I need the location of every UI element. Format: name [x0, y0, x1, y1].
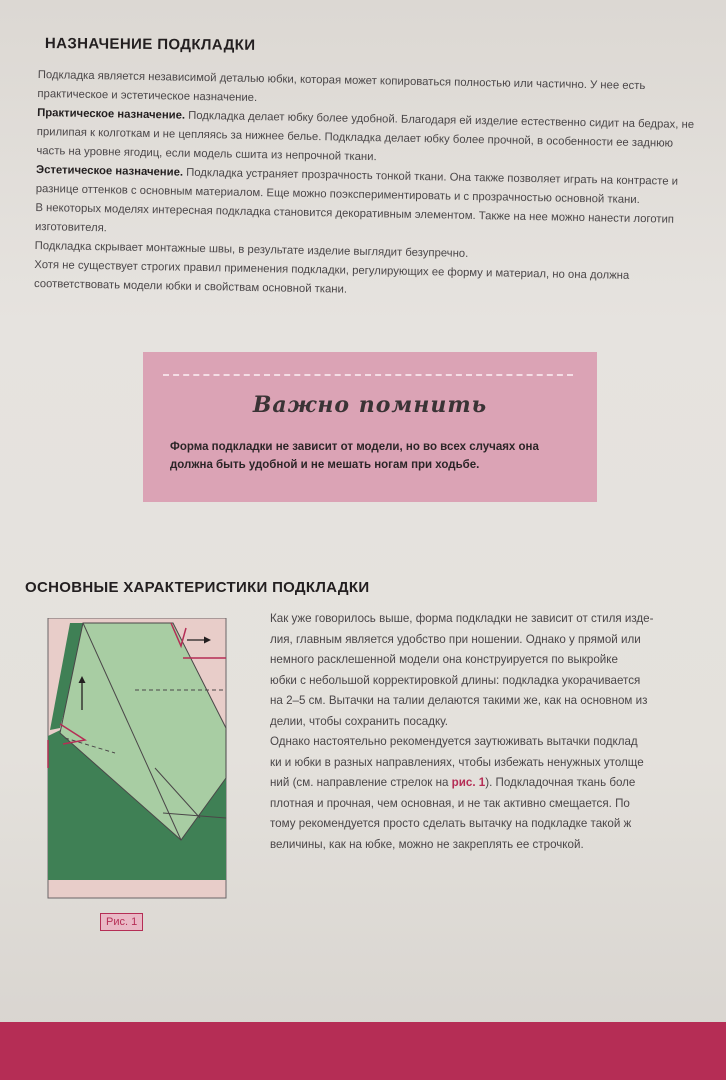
text-fragment: ). Подкладочная ткань боле [485, 776, 636, 789]
text-line: плотная и прочная, чем основная, и не так активно смещается. По [270, 796, 630, 810]
text-fragment: ний (см. направление стрелок на [270, 776, 452, 789]
figure-caption: Рис. 1 [100, 913, 143, 931]
paragraph-intro: Подкладка является независимой деталью юбки, которая может копироваться полностью или частично. У нее есть практическое и эстетическое назначение. [37, 68, 646, 105]
section-body-lining-purpose [34, 66, 706, 306]
text-line: юбки с небольшой корректировкой длины: подкладка укорачивается [270, 673, 641, 687]
practical-label: Практическое назначение. [37, 106, 186, 122]
lining-pattern-figure [45, 618, 250, 903]
figure-reference-link[interactable]: рис. 1 [451, 776, 486, 789]
paragraph-rules: Хотя не существует строгих правил применения подкладки, регулирующих ее форму и материал, но она должна соответствовать модели юбки и свойствам основной ткани. [33, 258, 630, 296]
bottom-color-band [0, 1022, 726, 1080]
section-heading-lining-purpose: НАЗНАЧЕНИЕ ПОДКЛАДКИ [44, 35, 256, 54]
aesthetic-text: Подкладка устраняет прозрачность тонкой ткани. Она также позволяет играть на контрасте и разнице оттенков с основным материалом. Еще можно поэкспериментировать и с прозрачностью основной ткани. [35, 166, 679, 207]
text-line-with-figure-ref [270, 773, 722, 794]
dashed-divider [163, 374, 573, 376]
text-line: ки и юбки в разных направлениях, чтобы избежать ненужных утолще [270, 755, 644, 769]
callout-text: Форма подкладки не зависит от модели, но во всех случаях она должна быть удобной и не мешать ногам при ходьбе. [170, 441, 539, 471]
text-line: Однако настоятельно рекомендуется заутюживать вытачки подклад [270, 735, 638, 748]
text-line: Как уже говорилось выше, форма подкладки не зависит от стиля изде- [270, 612, 654, 625]
text-line: лия, главным является удобство при ношении. Однако у прямой или [270, 632, 641, 646]
section-heading-lining-characteristics: ОСНОВНЫЕ ХАРАКТЕРИСТИКИ ПОДКЛАДКИ [25, 579, 370, 596]
text-line: делии, чтобы сохранить посадку. [270, 714, 449, 728]
important-callout-box [143, 352, 597, 502]
paragraph-logo: В некоторых моделях интересная подкладка становится декоративным элементом. Также на нее можно нанести логотип изготовителя. [34, 201, 675, 235]
text-line: на 2–5 см. Вытачки на талии делаются такими же, как на основном из [270, 694, 648, 707]
text-line: тому рекомендуется просто сделать вытачку на подкладке такой ж [270, 817, 632, 830]
aesthetic-label: Эстетическое назначение. [35, 163, 184, 179]
text-line: величины, как на юбке, можно не закреплять ее строчкой. [270, 837, 584, 851]
paragraph-seams: Подкладка скрывает монтажные швы, в результате изделие выглядит безупречно. [34, 239, 469, 260]
callout-title: Важно помнить [252, 392, 488, 418]
section-body-lining-characteristics [270, 609, 722, 855]
practical-text: Подкладка делает юбку более удобной. Благодаря ей изделие естественно сидит на бедрах, не прилипая к колготкам и не цепляясь за нижнее белье. Подкладка делает юбку более прочной, в особенности ее заднюю часть на уровне ягодиц, если модель сшита из непрочной ткани. [36, 109, 695, 164]
text-line: немного расклешенной модели она конструируется по выкройке [270, 653, 618, 666]
